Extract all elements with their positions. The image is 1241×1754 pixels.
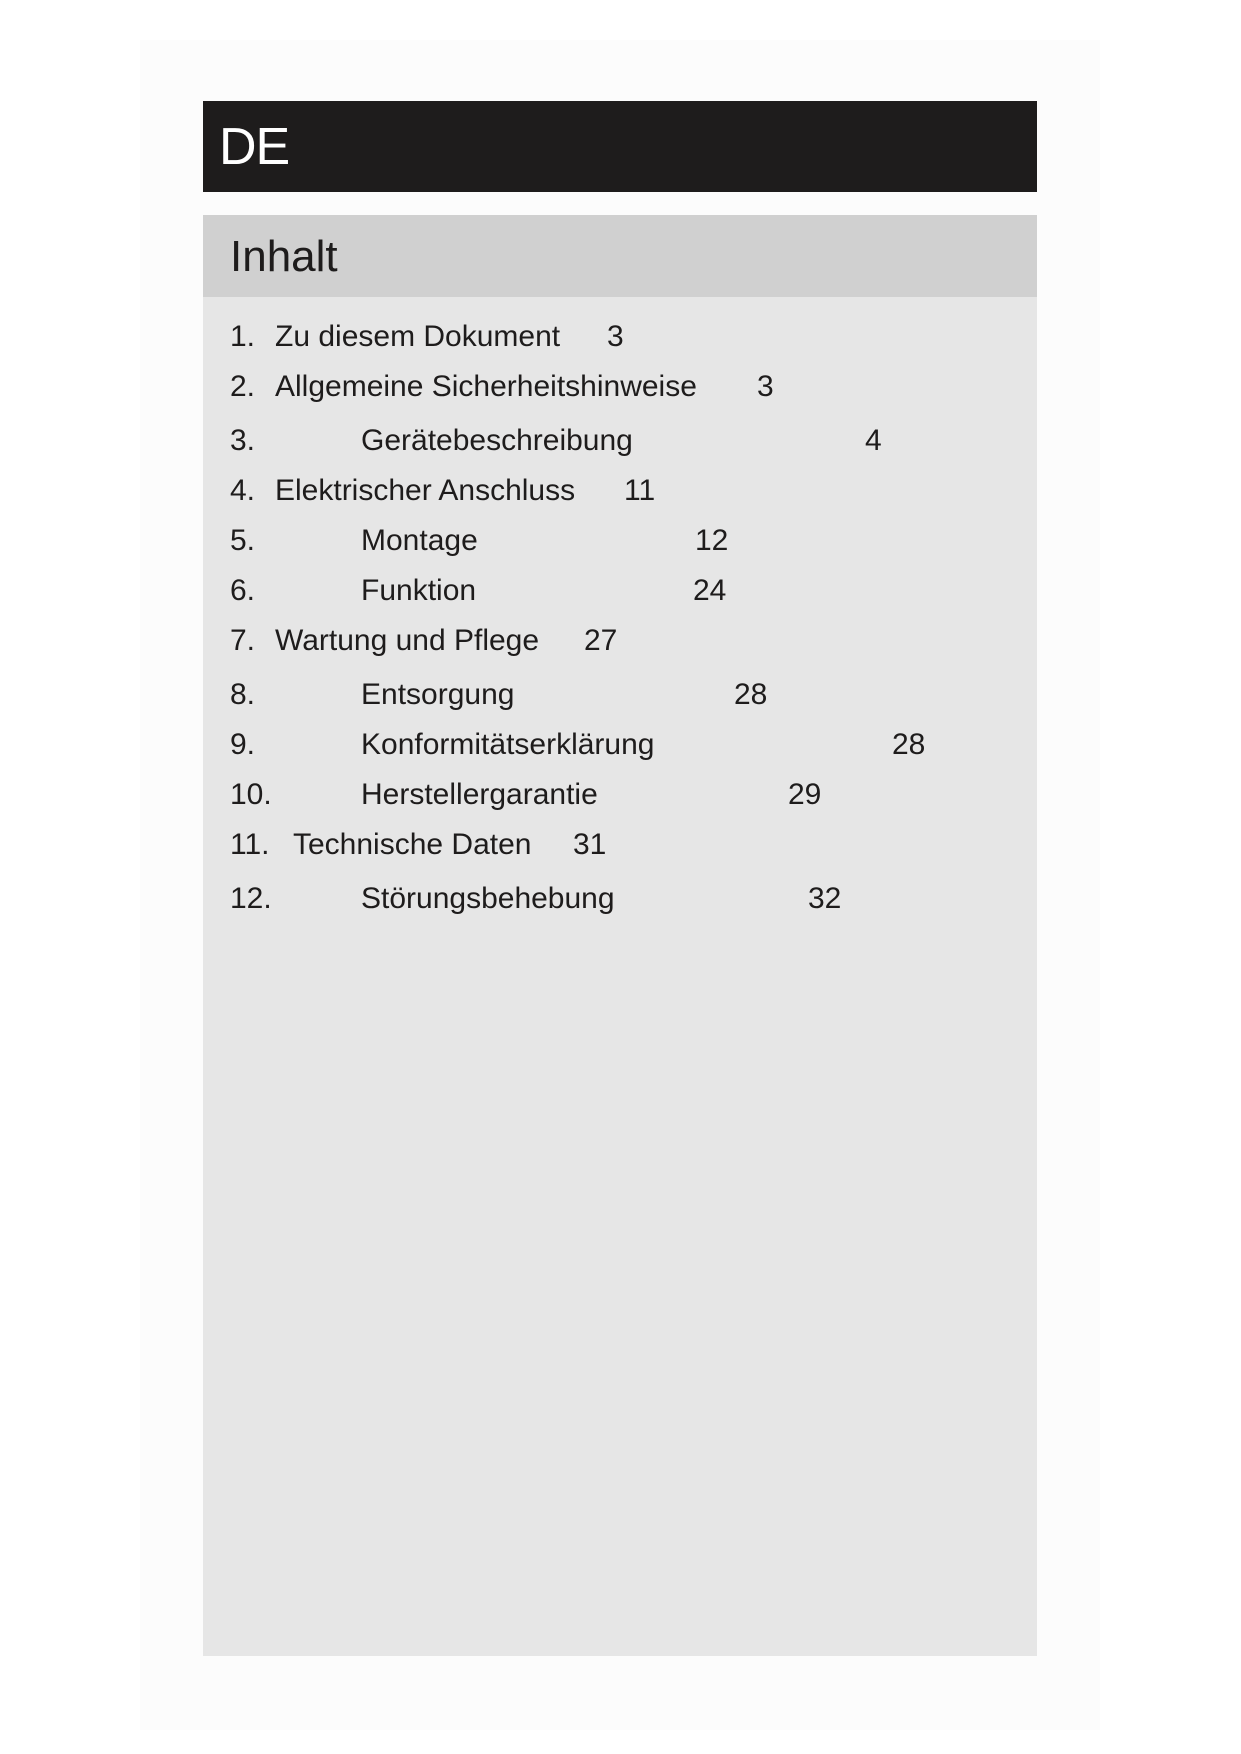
toc-entry-title: Funktion xyxy=(361,574,477,607)
toc-entry-title: Herstellergarantie xyxy=(361,778,598,811)
toc-entry[interactable] xyxy=(203,775,1037,819)
toc-entry[interactable] xyxy=(203,421,1037,465)
toc-entry-number: 4. xyxy=(230,474,256,507)
table-of-contents xyxy=(203,215,1037,1656)
toc-entry[interactable] xyxy=(203,571,1037,615)
toc-entry-number: 1. xyxy=(230,320,256,353)
toc-entry-page: 28 xyxy=(892,728,926,761)
language-code: DE xyxy=(219,118,290,176)
toc-entry-title: Störungsbehebung xyxy=(361,882,615,915)
toc-entry-page: 11 xyxy=(624,474,656,507)
toc-header xyxy=(203,215,1037,297)
toc-entry-number: 3. xyxy=(230,424,256,457)
toc-entry[interactable] xyxy=(203,825,1037,869)
toc-title: Inhalt xyxy=(230,232,338,281)
toc-entry-title: Technische Daten xyxy=(293,828,532,861)
toc-entry-title: Wartung und Pflege xyxy=(275,624,540,657)
toc-entry-number: 9. xyxy=(230,728,256,761)
toc-entry[interactable] xyxy=(203,675,1037,719)
toc-entry-page: 12 xyxy=(695,524,729,557)
toc-entry-title: Entsorgung xyxy=(361,678,515,711)
toc-entry-title: Allgemeine Sicherheitshinweise xyxy=(275,370,697,403)
toc-entry-title: Montage xyxy=(361,524,478,557)
toc-entry-page: 28 xyxy=(734,678,768,711)
toc-entry-number: 11. xyxy=(230,828,270,861)
toc-entry-page: 27 xyxy=(584,624,618,657)
toc-entry-number: 12. xyxy=(230,882,272,915)
toc-entry-number: 8. xyxy=(230,678,256,711)
toc-entry-page: 29 xyxy=(788,778,822,811)
toc-entry[interactable] xyxy=(203,621,1037,665)
toc-entry-page: 31 xyxy=(573,828,607,861)
toc-entry-page: 4 xyxy=(865,424,882,457)
toc-entry[interactable] xyxy=(203,725,1037,769)
toc-entry-title: Gerätebeschreibung xyxy=(361,424,633,457)
language-bar xyxy=(203,101,1037,192)
toc-entry-title: Konformitätserklärung xyxy=(361,728,655,761)
toc-entry-page: 3 xyxy=(607,320,624,353)
toc-entry[interactable] xyxy=(203,879,1037,923)
toc-entry-number: 10. xyxy=(230,778,272,811)
toc-entry-page: 3 xyxy=(757,370,774,403)
toc-entry-title: Zu diesem Dokument xyxy=(275,320,561,353)
toc-entry-number: 2. xyxy=(230,370,256,403)
toc-entry[interactable] xyxy=(203,367,1037,411)
toc-entry[interactable] xyxy=(203,471,1037,515)
toc-entry-page: 32 xyxy=(808,882,842,915)
toc-entry-number: 7. xyxy=(230,624,256,657)
toc-entry-page: 24 xyxy=(693,574,727,607)
toc-entry[interactable] xyxy=(203,521,1037,565)
toc-entry-number: 6. xyxy=(230,574,256,607)
toc-entry[interactable] xyxy=(203,317,1037,361)
toc-entry-number: 5. xyxy=(230,524,256,557)
toc-entry-title: Elektrischer Anschluss xyxy=(275,474,576,507)
